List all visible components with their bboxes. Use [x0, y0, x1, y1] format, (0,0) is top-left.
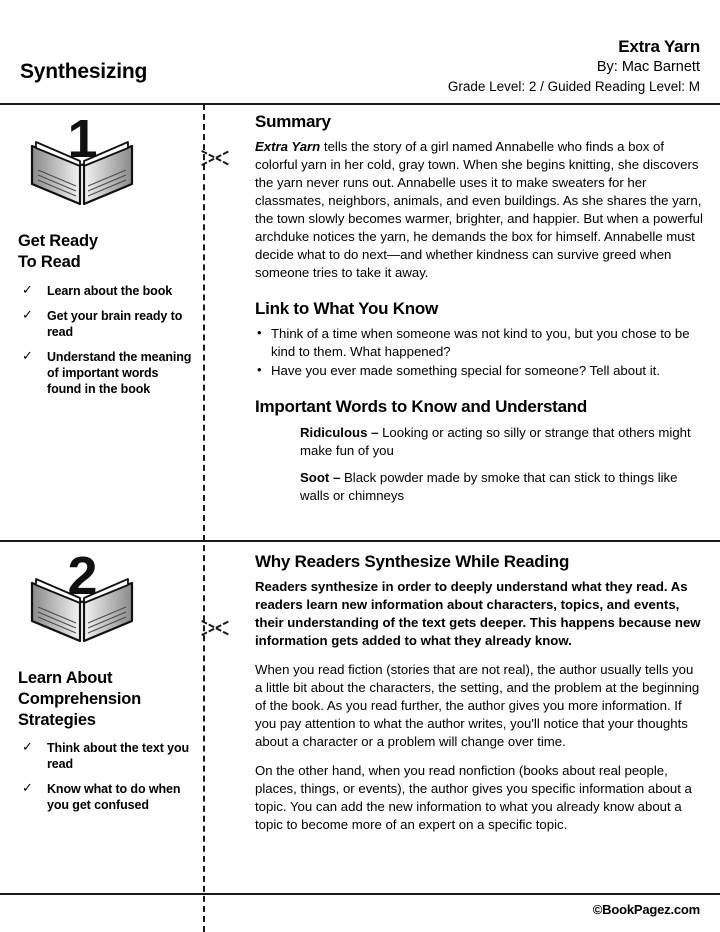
- list-item: • Have you ever made something special for someone? Tell about it.: [257, 362, 661, 379]
- bullet-icon: •: [257, 325, 262, 341]
- link-heading: Link to What You Know: [255, 299, 438, 319]
- section2-heading: Learn About Comprehension Strategies: [18, 669, 141, 729]
- dashed-arrow-icon-section1: [198, 140, 232, 174]
- vocab-dash: –: [367, 425, 383, 441]
- section1-heading: Get Ready To Read: [18, 232, 98, 271]
- list-item: • Think of a time when someone was not kind to you, but you chose to be kind to them. What happened?: [257, 325, 690, 360]
- why-intro: Readers synthesize in order to deeply understand what they read. As readers learn new information about characters, topics, and events, their understanding of the text gets deeper. This happens because new information gets added to what they already know.: [255, 579, 701, 649]
- section1-sidebar: [0, 104, 203, 406]
- vocabulary-list: [300, 424, 703, 505]
- list-item: ✓ Learn about the book: [22, 281, 173, 298]
- vocab-dash: –: [329, 470, 344, 486]
- column-dashed-divider: [203, 104, 205, 932]
- why-nonfiction-paragraph: On the other hand, when you read nonfiction (books about real people, places, things, or events), the author gives you specific information about a topic. You can add the new information to what you already know about a topic to become more of an expert on a specific topic.: [255, 763, 692, 833]
- section-number: 1: [67, 109, 97, 169]
- vocab-term: Soot: [300, 470, 330, 486]
- summary-book-title: Extra Yarn: [255, 139, 321, 154]
- summary-text: Extra Yarn tells the story of a girl named Annabelle who finds a box of colorful yarn in her cold, gray town. When she begins knitting, she discovers the yarn never runs out. Annabelle uses it to make sweaters for her classmates, neighbors, animals, and even buildings. As she shares the yarn, the town slowly becomes warmer, brighter, and happier. But when a powerful archduke notices the yarn, he demands the box for himself. Annabelle must decide what to do next—and whether kindness can survive greed when someone tries to take it away.: [255, 139, 703, 281]
- check-icon: ✓: [22, 780, 33, 796]
- vocab-term: Ridiculous: [300, 425, 368, 441]
- book-title: Extra Yarn: [618, 37, 700, 56]
- strategy-title: Synthesizing: [20, 60, 148, 83]
- section2-sidebar: [0, 541, 203, 822]
- bullet-icon: •: [257, 362, 262, 378]
- check-icon: ✓: [22, 347, 33, 363]
- dashed-arrow-icon-section2: [198, 610, 232, 644]
- list-item: ✓ Think about the text you read: [22, 739, 190, 772]
- vocab-definition: Black powder made by smoke that can stick to things like walls or chimneys: [300, 470, 678, 504]
- book-info: [448, 36, 700, 95]
- check-icon: ✓: [22, 306, 33, 322]
- section2-checklist: [0, 740, 203, 813]
- why-heading: Why Readers Synthesize While Reading: [255, 552, 570, 571]
- check-icon: ✓: [22, 739, 33, 755]
- vocab-entry: [300, 424, 703, 460]
- book-author: By: Mac Barnett: [596, 59, 700, 76]
- check-icon: ✓: [22, 281, 33, 297]
- footer-divider: [0, 893, 720, 895]
- list-item: ✓ Know what to do when you get confused: [22, 780, 181, 813]
- list-item: ✓ Understand the meaning of important words found in the book: [22, 347, 192, 396]
- list-item: ✓ Get your brain ready to read: [22, 306, 183, 339]
- summary-heading: Summary: [255, 112, 331, 131]
- link-bullets: [255, 325, 703, 380]
- vocab-definition: Looking or acting so silly or strange that others might make fun of you: [300, 425, 691, 459]
- why-fiction-paragraph: When you read fiction (stories that are not real), the author usually tells you a little bit about the characters, the setting, and the problem at the beginning of the book. As you read further, the author gives you more information. If you pay attention to what the author writes, you'll notice that your thoughts about a character or a problem will change over time.: [255, 662, 700, 750]
- section1-checklist: [0, 283, 203, 397]
- section2-content: [255, 552, 703, 834]
- footer-copyright: ©BookPagez.com: [592, 902, 700, 917]
- section1-content: [255, 112, 703, 514]
- vocab-entry: [300, 469, 703, 505]
- section-number: 2: [67, 546, 97, 606]
- page-header: [0, 0, 720, 104]
- words-heading: Important Words to Know and Understand: [255, 397, 588, 417]
- open-book-icon: [22, 109, 142, 213]
- reading-level: Grade Level: 2 / Guided Reading Level: M: [447, 78, 700, 94]
- open-book-icon: [22, 546, 142, 650]
